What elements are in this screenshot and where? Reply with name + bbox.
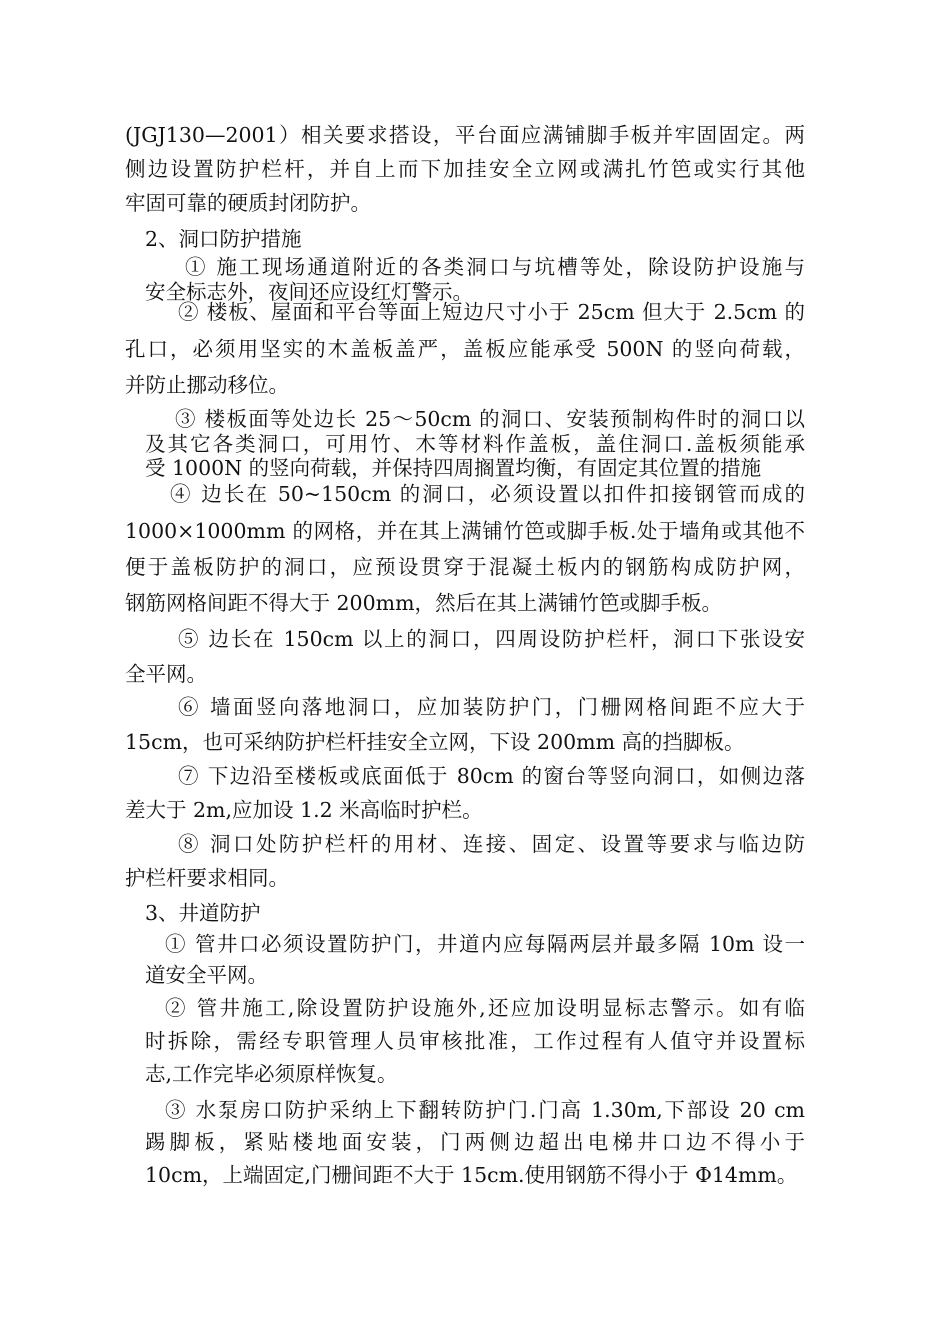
text-line: 孔口，必须用坚实的木盖板盖严，盖板应能承受 500N 的竖向荷载， [125, 337, 805, 361]
section-heading: 2、洞口防护措施 [145, 227, 302, 251]
text-line: ⑥ 墙面竖向落地洞口，应加装防护门，门栅网格间距不应大于 [178, 695, 805, 719]
text-line: ⑧ 洞口处防护栏杆的用材、连接、固定、设置等要求与临边防 [178, 832, 805, 856]
text-line: 并防止挪动移位。 [125, 373, 289, 397]
text-line: 护栏杆要求相同。 [125, 866, 289, 890]
text-line: 10cm，上端固定,门栅间距不大于 15cm.使用钢筋不得小于 Φ14mm。 [145, 1163, 798, 1187]
text-line: 受 1000N 的竖向荷载，并保持四周搁置均衡，有固定其位置的措施 [145, 456, 762, 480]
text-line: ② 楼板、屋面和平台等面上短边尺寸小于 25cm 但大于 2.5cm 的 [178, 300, 805, 324]
text-line: ① 施工现场通道附近的各类洞口与坑槽等处，除设防护设施与 [185, 255, 805, 279]
text-line: ⑦ 下边沿至楼板或底面低于 80cm 的窗台等竖向洞口，如侧边落 [178, 764, 805, 788]
text-line: 道安全平网。 [145, 963, 268, 987]
text-line: 侧边设置防护栏杆，并自上而下加挂安全立网或满扎竹笆或实行其他 [125, 157, 805, 181]
text-line: 安全标志外，夜间还应设红灯警示。 [145, 280, 473, 304]
text-line: ② 管井施工,除设置防护设施外,还应加设明显标志警示。如有临 [165, 996, 805, 1020]
text-line: 及其它各类洞口，可用竹、木等材料作盖板，盖住洞口.盖板须能承 [145, 432, 805, 456]
text-line: 踢脚板，紧贴楼地面安装，门两侧边超出电梯井口边不得小于 [145, 1130, 805, 1154]
section-heading: 3、井道防护 [145, 901, 261, 925]
text-line: (JGJ130—2001）相关要求搭设，平台面应满铺脚手板并牢固固定。两 [125, 123, 805, 147]
text-line: 15cm，也可采纳防护栏杆挂安全立网，下设 200mm 高的挡脚板。 [125, 730, 745, 754]
text-line: ③ 水泵房口防护采纳上下翻转防护门.门高 1.30m,下部设 20 cm [165, 1098, 805, 1122]
text-line: 差大于 2m,应加设 1.2 米高临时护栏。 [125, 798, 483, 822]
text-line: ⑤ 边长在 150cm 以上的洞口，四周设防护栏杆，洞口下张设安 [178, 627, 805, 651]
text-line: 时拆除，需经专职管理人员审核批准，工作过程有人值守并设置标 [145, 1029, 805, 1053]
text-line: 便于盖板防护的洞口，应预设贯穿于混凝土板内的钢筋构成防护网， [125, 555, 805, 579]
text-line: 牢固可靠的硬质封闭防护。 [125, 191, 371, 215]
text-line: 志,工作完毕必须原样恢复。 [145, 1062, 398, 1086]
text-line: ③ 楼板面等处边长 25～50cm 的洞口、安装预制构件时的洞口以 [175, 407, 805, 431]
text-line: 钢筋网格间距不得大于 200mm，然后在其上满铺竹笆或脚手板。 [125, 591, 723, 615]
text-line: ① 管井口必须设置防护门，井道内应每隔两层并最多隔 10m 设一 [165, 932, 805, 956]
text-line: 全平网。 [125, 662, 207, 686]
text-line: ④ 边长在 50~150cm 的洞口，必须设置以扣件扣接钢管而成的 [170, 482, 805, 506]
text-line: 1000×1000mm 的网格，并在其上满铺竹笆或脚手板.处于墙角或其他不 [125, 519, 805, 543]
